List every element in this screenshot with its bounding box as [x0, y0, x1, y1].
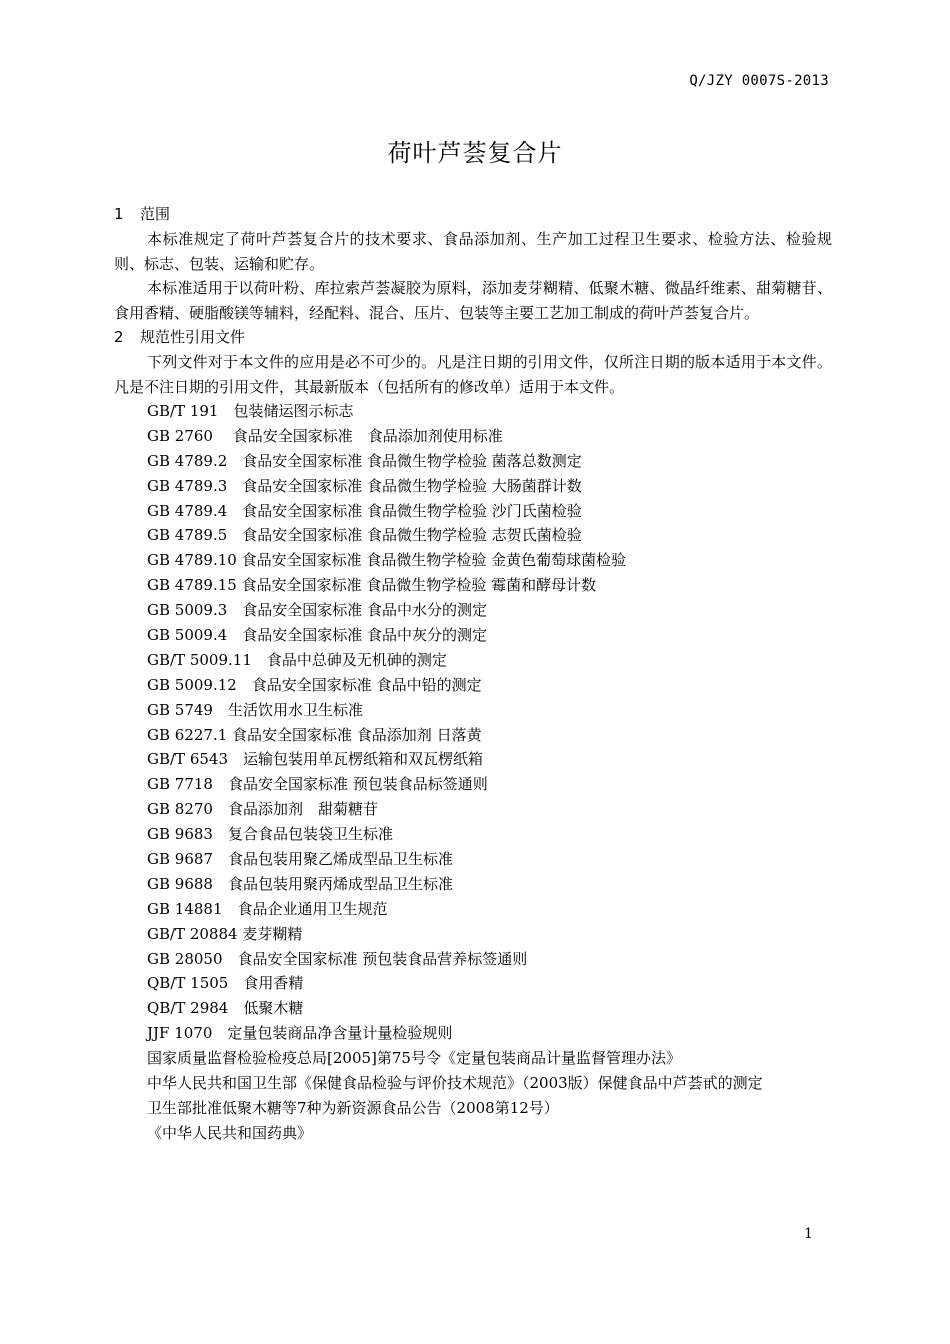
section-title: 规范性引用文件 [140, 328, 246, 346]
section-heading-scope [114, 202, 832, 227]
reference-item: GB/T 5009.11 食品中总砷及无机砷的测定 [147, 650, 447, 669]
reference-item: QB/T 2984 低聚木糖 [147, 999, 304, 1018]
section-heading-references [114, 325, 832, 350]
reference-item: GB 5009.4 食品安全国家标准 食品中灰分的测定 [147, 626, 488, 645]
scope-paragraph: 本标准规定了荷叶芦荟复合片的技术要求、食品添加剂、生产加工过程卫生要求、检验方法、检验规则、标志、包装、运输和贮存。 [114, 230, 832, 273]
section-number: 1 [114, 205, 124, 223]
reference-item: 中华人民共和国卫生部《保健食品检验与评价技术规范》（2003版）保健食品中芦荟甙的测定 [147, 1074, 763, 1093]
reference-item: GB 4789.15 食品安全国家标准 食品微生物学检验 霉菌和酵母计数 [147, 576, 597, 595]
reference-item: 《中华人民共和国药典》 [147, 1123, 313, 1142]
document-title: 荷叶芦荟复合片 [387, 139, 563, 167]
reference-item: GB/T 191 包装储运图示标志 [147, 402, 354, 420]
standard-code: Q/JZY 0007S-2013 [689, 73, 829, 89]
reference-item: GB 7718 食品安全国家标准 预包装食品标签通则 [147, 775, 488, 794]
reference-item: GB 4789.10 食品安全国家标准 食品微生物学检验 金黄色葡萄球菌检验 [147, 551, 627, 570]
references-intro: 下列文件对于本文件的应用是必不可少的。凡是注日期的引用文件，仅所注日期的版本适用于本文件。凡是不注日期的引用文件，其最新版本（包括所有的修改单）适用于本文件。 [114, 353, 832, 396]
reference-item: GB 5009.3 食品安全国家标准 食品中水分的测定 [147, 601, 488, 620]
reference-item: GB 9687 食品包装用聚乙烯成型品卫生标准 [147, 850, 453, 869]
reference-item: GB 4789.3 食品安全国家标准 食品微生物学检验 大肠菌群计数 [147, 476, 582, 495]
reference-item: GB/T 20884 麦芽糊精 [147, 924, 303, 943]
reference-item: GB 5009.12 食品安全国家标准 食品中铅的测定 [147, 675, 482, 694]
scope-paragraph: 本标准适用于以荷叶粉、库拉索芦荟凝胶为原料，添加麦芽糊精、低聚木糖、微晶纤维素、甜菊糖苷、食用香精、硬脂酸镁等辅料，经配料、混合、压片、包装等主要工艺加工制成的荷叶芦荟复合片。 [114, 279, 832, 322]
section-number: 2 [114, 328, 124, 346]
reference-item: GB 9683 复合食品包装袋卫生标准 [147, 825, 393, 844]
document-body [114, 202, 832, 1146]
reference-item: GB 4789.4 食品安全国家标准 食品微生物学检验 沙门氏菌检验 [147, 501, 582, 520]
reference-item: QB/T 1505 食用香精 [147, 974, 304, 993]
reference-item: GB 2760 食品安全国家标准 食品添加剂使用标准 [147, 426, 503, 445]
reference-item: GB 6227.1 食品安全国家标准 食品添加剂 日落黄 [147, 725, 482, 744]
reference-item: GB/T 6543 运输包装用单瓦楞纸箱和双瓦楞纸箱 [147, 750, 484, 769]
reference-item: GB 28050 食品安全国家标准 预包装食品营养标签通则 [147, 949, 528, 968]
reference-item: 卫生部批准低聚木糖等7种为新资源食品公告（2008第12号） [147, 1098, 559, 1117]
section-title: 范围 [140, 205, 171, 223]
reference-item: GB 4789.5 食品安全国家标准 食品微生物学检验 志贺氏菌检验 [147, 526, 582, 545]
reference-item: GB 4789.2 食品安全国家标准 食品微生物学检验 菌落总数测定 [147, 451, 582, 470]
reference-item: 国家质量监督检验检疫总局[2005]第75号令《定量包装商品计量监督管理办法》 [147, 1049, 681, 1068]
reference-item: GB 5749 生活饮用水卫生标准 [147, 700, 363, 719]
reference-item: GB 9688 食品包装用聚丙烯成型品卫生标准 [147, 874, 453, 893]
reference-item: GB 8270 食品添加剂 甜菊糖苷 [147, 800, 378, 819]
page-number: 1 [804, 1226, 813, 1242]
reference-list [114, 399, 832, 1146]
reference-item: GB 14881 食品企业通用卫生规范 [147, 899, 388, 918]
reference-item: JJF 1070 定量包装商品净含量计量检验规则 [147, 1024, 453, 1043]
